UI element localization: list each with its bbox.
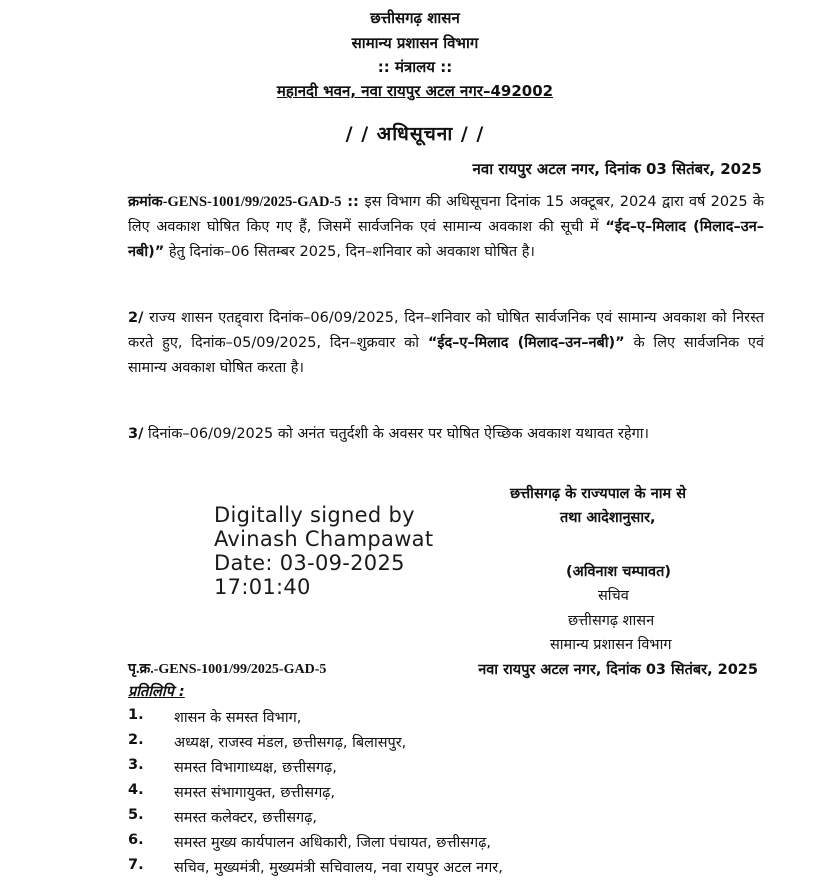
list-item-number: 6. [128, 832, 144, 848]
paragraph-2-text-a: राज्य शासन एतद्द्वारा दिनांक–06/09/2025, दिन–शनिवार को घोषित सार्वजनिक एवं सामान्य अवकाश को निरस्त करते हुए, दिनांक–05/09/2025, दिन–शुक्रवार को [128, 310, 764, 351]
list-item-text: अध्यक्ष, राजस्व मंडल, छत्तीसगढ़, बिलासपुर, [174, 735, 407, 751]
place-date: नवा रायपुर अटल नगर, दिनांक 03 सितंबर, 2025 [472, 160, 762, 178]
list-item-number: 7. [128, 857, 144, 873]
header-ministry: :: मंत्रालय :: [377, 58, 453, 76]
endorsement-reference: पृ.क्र.-GENS-1001/99/2025-GAD-5 [128, 662, 327, 677]
ref-separator: :: [341, 194, 365, 210]
signature-date: Date: 03-09-2025 [214, 551, 405, 575]
notification-title: / / अधिसूचना / / [345, 123, 485, 145]
authority-line-2: तथा आदेशानुसार, [560, 510, 656, 526]
signatory-name: (अविनाश चम्पावत) [566, 564, 672, 580]
list-item-number: 3. [128, 757, 144, 773]
header-government: छत्तीसगढ़ शासन [370, 9, 460, 27]
paragraph-3-text: दिनांक–06/09/2025 को अनंत चतुर्दशी के अवसर पर घोषित ऐच्छिक अवकाश यथावत रहेगा। [143, 426, 649, 442]
signature-line-2: Avinash Champawat [214, 527, 434, 551]
list-item-text: शासन के समस्त विभाग, [174, 710, 302, 726]
holiday-name: “ईद–ए–मिलाद (मिलाद–उन–नबी)” [427, 335, 625, 351]
signatory-designation: सचिव [598, 588, 629, 604]
holiday-name: “ईद–ए–मिलाद (मिलाद–उन–नबी)” [128, 219, 764, 260]
paragraph-2-text-b: के लिए सार्वजनिक एवं सामान्य अवकाश घोषित करता है। [128, 335, 765, 376]
list-item-number: 1. [128, 707, 144, 723]
list-item-number: 4. [128, 782, 144, 798]
paragraph-3 [128, 422, 764, 447]
order-reference: क्रमांक-GENS-1001/99/2025-GAD-5 [128, 194, 342, 210]
signature-line-1: Digitally signed by [214, 503, 415, 527]
list-item-text: समस्त विभागाध्यक्ष, छत्तीसगढ़, [174, 760, 337, 776]
paragraph-1-text-b: हेतु दिनांक–06 सितम्बर 2025, दिन–शनिवार को अवकाश घोषित है। [164, 244, 535, 260]
paragraph-1 [128, 190, 764, 265]
paragraph-2-number: 2/ [128, 310, 144, 326]
list-item-text: समस्त कलेक्टर, छत्तीसगढ़, [174, 810, 317, 826]
list-item-number: 5. [128, 807, 144, 823]
list-item-text: समस्त संभागायुक्त, छत्तीसगढ़, [174, 785, 335, 801]
endorsement-place-date: नवा रायपुर अटल नगर, दिनांक 03 सितंबर, 2025 [478, 662, 758, 678]
header-address: महानदी भवन, नवा रायपुर अटल नगर–492002 [276, 82, 554, 100]
header-department: सामान्य प्रशासन विभाग [351, 34, 479, 52]
list-item-number: 2. [128, 732, 144, 748]
list-item-text: समस्त मुख्य कार्यपालन अधिकारी, जिला पंचायत, छत्तीसगढ़, [174, 835, 491, 851]
paragraph-3-number: 3/ [128, 426, 144, 442]
signatory-org-2: सामान्य प्रशासन विभाग [550, 637, 672, 653]
digital-signature [214, 503, 433, 599]
paragraph-2 [128, 306, 764, 381]
paragraph-1-text-a: इस विभाग की अधिसूचना दिनांक 15 अक्टूबर, 2024 द्वारा वर्ष 2025 के लिए अवकाश घोषित किए गए हैं, जिसमें सार्वजनिक एवं सामान्य अवकाश की सूची में [128, 194, 764, 235]
signature-time: 17:01:40 [214, 575, 311, 599]
copy-label: प्रतिलिपि : [128, 684, 185, 700]
signatory-org-1: छत्तीसगढ़ शासन [568, 613, 655, 629]
authority-line-1: छत्तीसगढ़ के राज्यपाल के नाम से [510, 486, 687, 502]
list-item-text: सचिव, मुख्यमंत्री, मुख्यमंत्री सचिवालय, नवा रायपुर अटल नगर, [174, 860, 503, 876]
